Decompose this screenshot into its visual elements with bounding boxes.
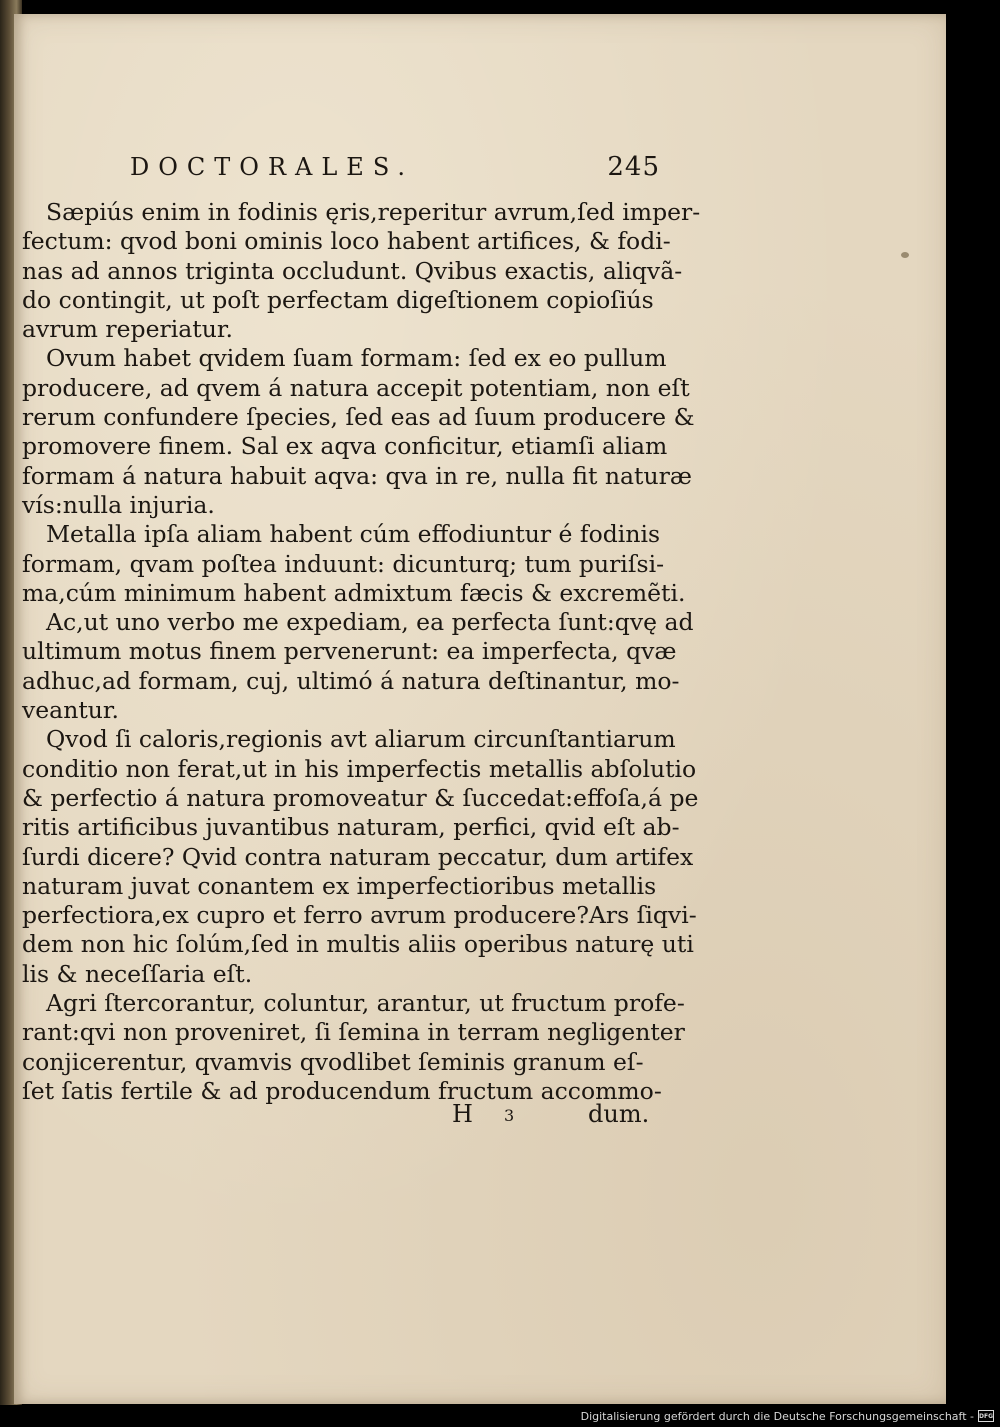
text-line: avrum reperiatur.: [22, 315, 233, 344]
text-line: Ac,ut uno verbo me expediam, ea perfecta ſunt:qvę ad: [46, 608, 694, 637]
text-line: promovere finem. Sal ex aqva conficitur, etiamſi aliam: [22, 432, 668, 461]
signature-number: 3: [504, 1106, 515, 1125]
credit-bar: [0, 1405, 1000, 1427]
page-number: 245: [607, 152, 660, 182]
text-line: dem non hic ſolúm,ſed in multis aliis operibus naturę uti: [22, 930, 694, 959]
text-line: rerum confundere ſpecies, ſed eas ad ſuum producere &: [22, 403, 695, 432]
text-line: ſurdi dicere? Qvid contra naturam peccatur, dum artifex: [22, 842, 694, 871]
text-line: Metalla ipſa aliam habent cúm effodiuntur é fodinis: [46, 520, 661, 549]
text-line: fectum: qvod boni ominis loco habent artifices, & fodi-: [22, 227, 671, 256]
text-line: formam, qvam poſtea induunt: dicunturq; tum puriſsi-: [22, 549, 665, 578]
text-line: & perfectio á natura promoveatur & ſuccedat:effoſa,á pe: [22, 783, 699, 812]
text-line: veantur.: [22, 696, 120, 725]
text-line: formam á natura habuit aqva: qva in re, nulla fit naturæ: [22, 461, 692, 490]
text-line: Sæpiús enim in fodinis ęris,reperitur avrum,ſed imper-: [46, 198, 701, 226]
signature-mark: H: [452, 1100, 473, 1128]
text-line: adhuc,ad formam, cuj, ultimó á natura deſtinantur, mo-: [22, 666, 680, 695]
credit-text: Digitalisierung gefördert durch die Deutsche Forschungsgemeinschaft -: [580, 1409, 974, 1423]
text-line: ultimum motus finem pervenerunt: ea imperfecta, qvæ: [22, 637, 677, 666]
text-line: Agri ſtercorantur, coluntur, arantur, ut fructum profe-: [46, 989, 685, 1018]
text-line: nas ad annos triginta occludunt. Qvibus exactis, aliqvã-: [22, 256, 683, 285]
text-line: naturam juvat conantem ex imperfectioribus metallis: [22, 871, 657, 900]
running-head: DOCTORALES.: [130, 153, 415, 181]
text-line: ma,cúm minimum habent admixtum fæcis & excremẽti.: [22, 578, 686, 607]
text-line: ſet ſatis fertile & ad producendum fructum accommo-: [22, 1076, 662, 1105]
text-line: producere, ad qvem á natura accepit potentiam, non eſt: [22, 373, 690, 402]
text-line: do contingit, ut poſt perfectam digeſtionem copioſiús: [22, 285, 654, 314]
text-line: vís:nulla injuria.: [22, 490, 215, 519]
page-header: [130, 152, 660, 182]
paper-speck: [901, 252, 909, 258]
dfg-logo-icon: DFG: [978, 1410, 994, 1422]
text-line: conjicerentur, qvamvis qvodlibet ſeminis granum eſ-: [22, 1047, 644, 1076]
text-line: rant:qvi non proveniret, ſi ſemina in terram negligenter: [22, 1018, 685, 1047]
text-line: ritis artificibus juvantibus naturam, perfici, qvid eſt ab-: [22, 813, 680, 842]
text-line: lis & neceſſaria eſt.: [22, 959, 253, 988]
text-line: conditio non ferat,ut in his imperfectis metallis abſolutio: [22, 754, 697, 783]
catchword: dum.: [588, 1100, 650, 1128]
text-line: Qvod ſi caloris,regionis avt aliarum circunſtantiarum: [46, 725, 676, 754]
text-line: Ovum habet qvidem ſuam formam: ſed ex eo pullum: [46, 344, 667, 373]
body-text: [22, 198, 701, 1106]
text-line: perfectiora,ex cupro et ferro avrum producere?Ars ſiqvi-: [22, 901, 697, 930]
